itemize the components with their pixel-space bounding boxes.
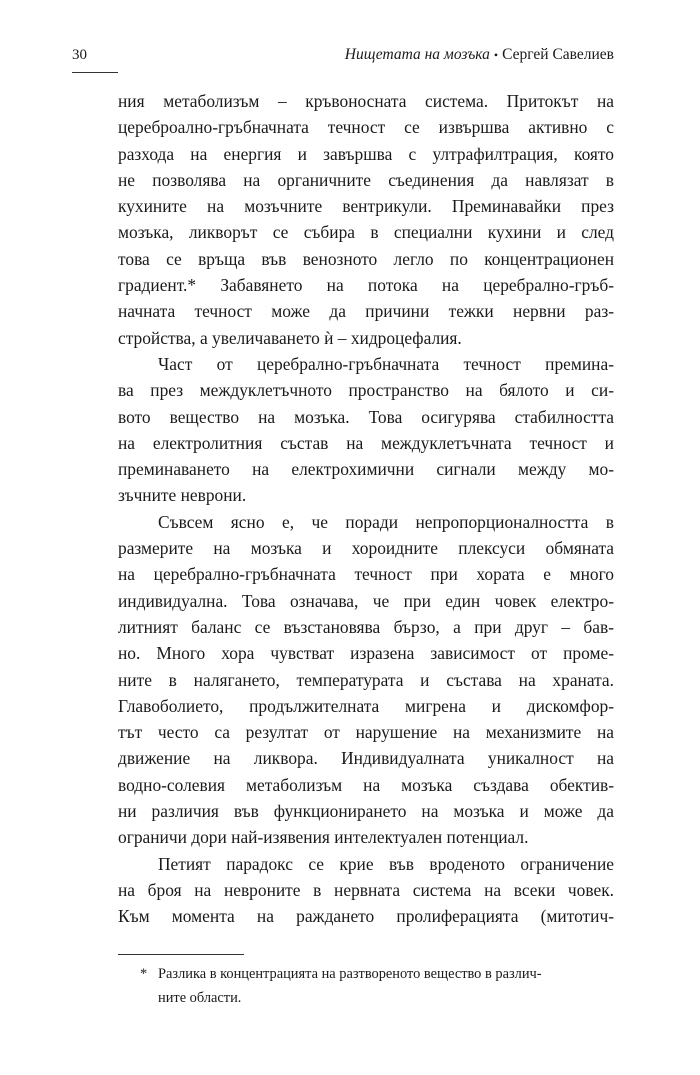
paragraph	[118, 509, 614, 851]
text-line: водно-солевия метаболизъм на мозъка създава обектив-	[118, 774, 614, 795]
author-name: Сергей Савелиев	[502, 46, 614, 63]
page-number-rule	[72, 72, 118, 73]
text-line: кухините на мозъчните вентрикули. Преминавайки през	[118, 196, 614, 217]
book-title: Нищетата на мозъка	[344, 46, 490, 63]
paragraph	[118, 351, 614, 509]
text-line: Съвсем ясно е, че поради непропорционалността в	[158, 511, 614, 532]
text-line: ва през междуклетъчното пространство на бялото и си-	[118, 380, 614, 401]
text-line: на електролитния състав на междуклетъчната течност и	[118, 432, 614, 453]
footnote-line: ните области.	[158, 990, 242, 1006]
text-line: литният баланс се възстановява бързо, а при друг – бав-	[118, 616, 614, 637]
text-line: ограничи дори най-изявения интелектуален потенциал.	[118, 827, 529, 848]
text-line: това се връща във венозното легло по концентрационен	[118, 248, 614, 269]
text-line: но. Много хора чувстват изразена зависимост от проме-	[118, 643, 614, 664]
text-line: на броя на невроните в нервната система на всеки човек.	[118, 879, 614, 900]
text-line: на церебрално-гръбначната течност при хората е много	[118, 564, 614, 585]
footnote-rule	[118, 954, 244, 955]
text-line: преминаването на електрохимични сигнали между мо-	[118, 459, 614, 480]
text-line: мозъка, ликворът се събира в специални кухини и след	[118, 222, 614, 243]
text-line: Главоболието, продължителната мигрена и дискомфор-	[118, 695, 614, 716]
text-line: разхода на енергия и завършва с ултрафилтрация, която	[118, 143, 614, 164]
running-head	[345, 46, 614, 64]
text-line: Петият парадокс се крие във вроденото ограничение	[158, 853, 614, 874]
text-line: ните в налягането, температурата и състава на храната.	[118, 669, 614, 690]
text-line: не позволява на органичните съединения да навлязат в	[118, 169, 614, 190]
header-separator: •	[493, 48, 499, 62]
page-header	[72, 46, 614, 68]
footnote-marker: *	[140, 966, 148, 982]
text-line: градиент.* Забавянето на потока на церебрално-гръб-	[118, 275, 614, 296]
text-line: вото вещество на мозъка. Това осигурява стабилността	[118, 406, 614, 427]
text-line: цереброално-гръбначната течност се извършва активно с	[118, 117, 614, 138]
text-line: индивидуална. Това означава, че при един човек електро-	[118, 590, 614, 611]
paragraph	[118, 88, 614, 351]
footnote-line	[118, 962, 614, 986]
text-line: начната течност може да причини тежки нервни раз-	[118, 301, 614, 322]
text-line: Част от церебрално-гръбначната течност премина-	[158, 353, 614, 374]
page-number: 30	[72, 47, 87, 63]
text-line: ния метаболизъм – кръвоносната система. Притокът на	[118, 91, 614, 111]
text-line: размерите на мозъка и хороидните плексуси обмяната	[118, 538, 614, 559]
footnote-text: Разлика в концентрацията на разтвореното вещество в различ-	[158, 966, 542, 982]
text-line: зъчните неврони.	[118, 485, 247, 506]
text-line: стройства, а увеличаването ѝ – хидроцефалия.	[118, 327, 462, 348]
text-line: движение на ликвора. Индивидуалната уникалност на	[118, 748, 614, 769]
text-line: ни различия във функционирането на мозъка и може да	[118, 801, 614, 822]
paragraph	[118, 851, 614, 930]
text-line: Към момента на раждането пролиферацията (митотич-	[118, 906, 614, 927]
footnote	[118, 962, 614, 1010]
page-body	[118, 88, 614, 930]
text-line: тът често са резултат от нарушение на механизмите на	[118, 722, 614, 743]
